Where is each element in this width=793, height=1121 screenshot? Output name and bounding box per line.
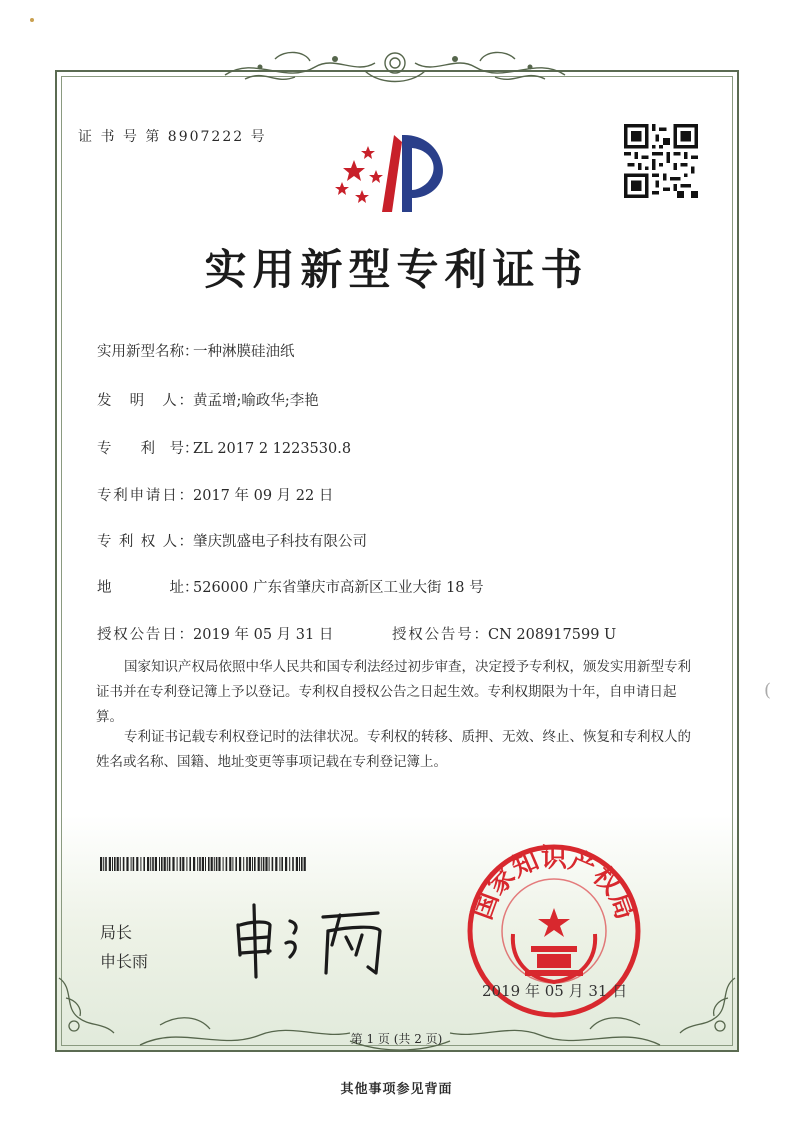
margin-mark: ( <box>764 680 772 701</box>
top-ornament <box>215 45 575 93</box>
certificate-title: 实用新型专利证书 <box>204 245 589 294</box>
director-name: 申长雨 <box>100 952 149 971</box>
field-filing-date-label: 专利申请日： <box>97 488 193 504</box>
field-patent-no-value: ZL 2017 2 1223530.8 <box>193 441 352 457</box>
field-filing-date <box>97 484 333 505</box>
field-patentee <box>97 530 367 551</box>
field-inventors <box>97 389 319 410</box>
field-grant-date-label: 授权公告日： <box>97 627 193 643</box>
qr-code-icon <box>624 124 698 198</box>
legal-paragraph-2: 专利证书记载专利权登记时的法律状况。专利权的转移、质押、无效、终止、恢复和专利权人的姓名或名称、国籍、地址变更等事项记载在专利登记簿上。 <box>96 729 691 770</box>
field-inventors-label: 发 明 人： <box>97 393 193 409</box>
field-patentee-label: 专 利 权 人： <box>97 534 193 550</box>
field-name-label: 实用新型名称： <box>97 344 199 360</box>
seal-date: 2019 年 05 月 31 日 <box>482 982 628 1000</box>
field-grant-date <box>97 623 333 644</box>
field-patentee-value: 肇庆凯盛电子科技有限公司 <box>193 534 367 550</box>
corner-ornament-br <box>670 968 740 1038</box>
field-grant-date-value: 2019 年 05 月 31 日 <box>193 627 334 643</box>
field-inventors-value: 黄孟增;喻政华;李艳 <box>193 393 319 409</box>
director-signature <box>228 895 398 980</box>
field-filing-date-value: 2017 年 09 月 22 日 <box>193 488 334 504</box>
director-title: 局长 <box>100 923 133 942</box>
field-grant-no <box>392 623 616 644</box>
back-note: 其他事项参见背面 <box>340 1082 453 1097</box>
field-address-label: 地 址： <box>97 580 199 596</box>
svg-text:国家知识产权局: 国家知识产权局 <box>467 843 641 924</box>
corner-ornament-bl <box>54 968 124 1038</box>
page-number: 第 1 页 (共 2 页) <box>350 1032 443 1046</box>
field-grant-no-value: CN 208917599 U <box>488 627 617 643</box>
certificate-number: 证 书 号 第 8907222 号 <box>78 129 267 145</box>
field-grant-no-label: 授权公告号： <box>392 627 488 643</box>
legal-paragraph-1: 国家知识产权局依照中华人民共和国专利法经过初步审查，决定授予专利权，颁发实用新型专利证书并在专利登记簿上予以登记。专利权自授权公告之日起生效。专利权期限为十年，自申请日起算。 <box>96 659 691 725</box>
field-name-value: 一种淋膜硅油纸 <box>193 344 295 360</box>
field-patent-no-label: 专 利 号： <box>97 441 199 457</box>
barcode-icon <box>100 857 306 871</box>
field-patent-no <box>97 437 351 458</box>
patent-office-logo <box>332 120 452 220</box>
field-address-value: 526000 广东省肇庆市高新区工业大街 18 号 <box>193 580 484 596</box>
field-name <box>97 340 295 361</box>
corner-speck <box>30 18 34 22</box>
field-address <box>97 576 484 597</box>
